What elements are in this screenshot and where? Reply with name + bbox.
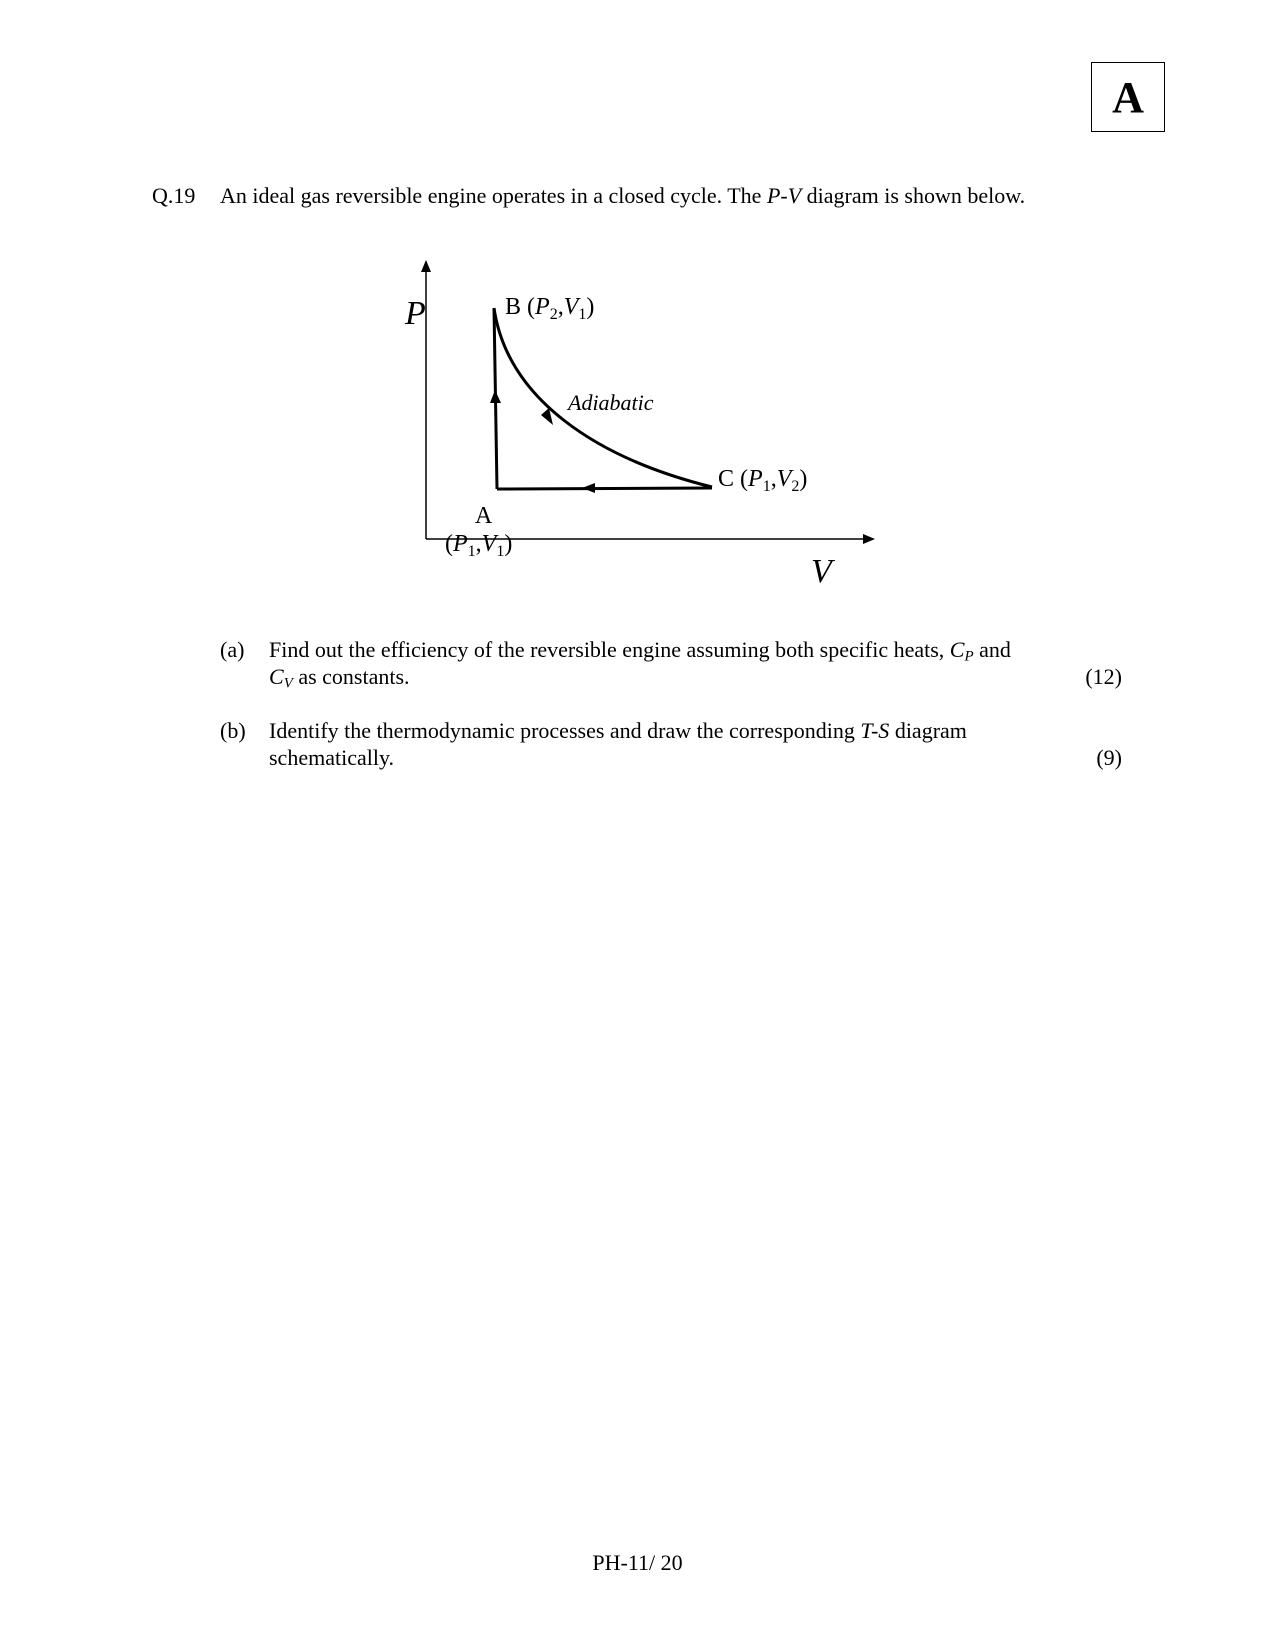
point-c-label: C $(P_1,V_2)$ bbox=[718, 466, 808, 495]
arrow-left-ca bbox=[582, 483, 595, 493]
point-b-label: B $(P_2,V_1)$ bbox=[505, 294, 595, 323]
part-b-text: Identify the thermodynamic processes and draw the corresponding T-S diagram schematically. bbox=[269, 718, 967, 770]
p-axis-label: P bbox=[405, 295, 426, 332]
part-b-label: (b) bbox=[220, 718, 246, 743]
part-b-marks: (9) bbox=[1096, 745, 1122, 770]
page-footer: PH-11/ 20 bbox=[592, 1550, 683, 1575]
arrow-up-ab bbox=[490, 390, 501, 403]
pv-symbol: P-V bbox=[766, 183, 802, 208]
isobaric-line-ca bbox=[497, 488, 712, 489]
question-text-part1: An ideal gas reversible engine operates in a closed cycle. The bbox=[220, 183, 767, 208]
paper-code-box bbox=[1091, 62, 1165, 132]
point-a-coords: $(P_1,V_1)$ bbox=[445, 531, 513, 560]
part-a-marks: (12) bbox=[1085, 664, 1122, 689]
point-a-name: A bbox=[475, 503, 493, 529]
question-text bbox=[220, 182, 1040, 209]
v-axis-label: V bbox=[811, 553, 832, 590]
paper-code: A bbox=[1112, 72, 1144, 122]
part-a-text: Find out the efficiency of the reversible engine assuming both specific heats, $C_P$ and $C_V$ as constants. bbox=[269, 637, 1011, 692]
question-number: Q.19 bbox=[152, 183, 196, 208]
question-text-part2: diagram is shown below. bbox=[801, 183, 1026, 208]
part-a-label: (a) bbox=[220, 637, 245, 662]
adiabatic-label: Adiabatic bbox=[568, 390, 654, 415]
pv-diagram bbox=[395, 258, 875, 608]
